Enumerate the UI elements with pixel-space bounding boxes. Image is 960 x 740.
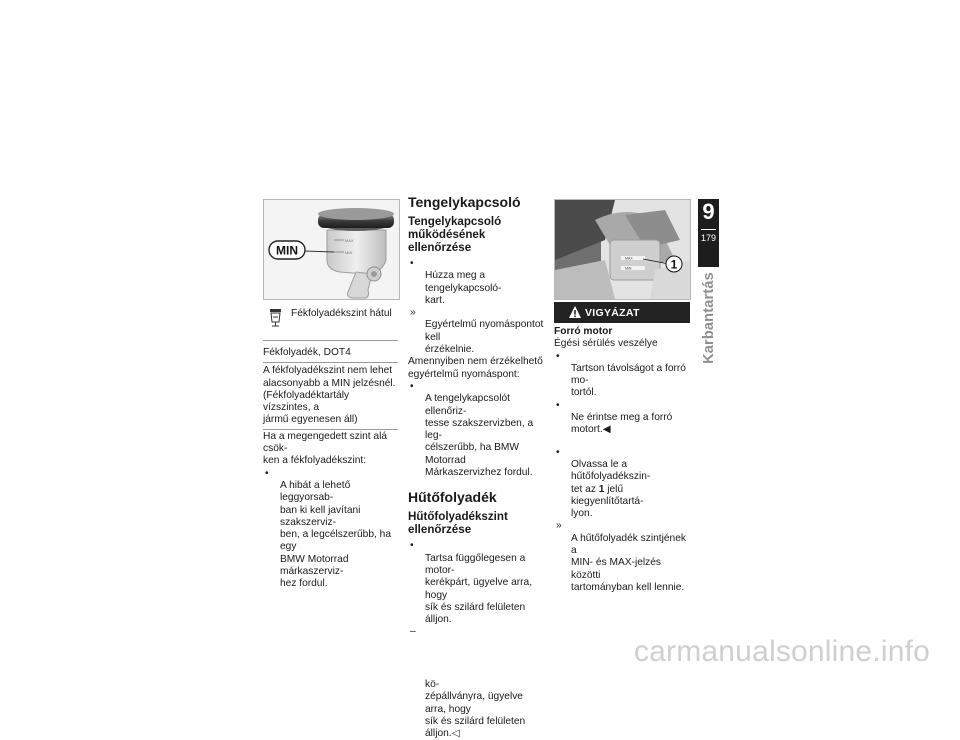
list-item bbox=[408, 258, 544, 307]
scale-mark-min: MIN bbox=[345, 250, 353, 255]
warning-banner bbox=[554, 302, 690, 323]
chapter-number: 9 bbox=[702, 199, 715, 224]
brake-reservoir-illustration bbox=[264, 200, 399, 299]
spec-level-note: A fékfolyadékszint nem lehet alacsonyabb a MIN jelzésnél. (Fékfolyadéktartály vízszintes, a jármű egyenesen áll) bbox=[263, 365, 396, 426]
result-symbol: » bbox=[556, 520, 562, 532]
list-item bbox=[408, 307, 544, 356]
coolant-step2-text: kö- zépállványra, ügyelve arra, hogy sík és szilárd felületen álljon. bbox=[425, 679, 526, 740]
watermark-strip bbox=[0, 632, 960, 679]
end-marker-outline: ◁ bbox=[451, 728, 460, 740]
coolant-read-number: 1 bbox=[598, 483, 605, 495]
spec-table bbox=[263, 300, 398, 591]
min-callout-label: MIN bbox=[276, 243, 298, 258]
list-item bbox=[554, 400, 690, 437]
brake-advice-text: A hibát a lehető leggyorsab- ban ki kell javítani szakszerviz- ben, a legcélszerűbb, ha egy BMW Motorrad márkaszerviz- hez fordul. bbox=[280, 479, 392, 590]
list-item bbox=[554, 520, 690, 594]
brake-reservoir-figure bbox=[263, 199, 400, 300]
callout-number: 1 bbox=[670, 257, 678, 272]
coolant-read-before: Olvassa le a hűtőfolyadékszin- tet az bbox=[571, 458, 651, 495]
bullet-symbol: • bbox=[410, 540, 414, 552]
list-item bbox=[263, 468, 398, 591]
clutch-heading: Tengelykapcsoló bbox=[408, 194, 521, 210]
warning-title: Forró motor bbox=[554, 326, 613, 337]
coolant-reservoir-photo bbox=[555, 200, 690, 299]
list-item bbox=[554, 351, 690, 400]
bullet-symbol: • bbox=[556, 446, 560, 458]
bullet-symbol: • bbox=[265, 467, 269, 479]
bullet-symbol: • bbox=[556, 399, 560, 411]
bullet-symbol: • bbox=[410, 380, 414, 392]
list-item bbox=[408, 381, 544, 479]
coolant-heading: Hűtőfolyadék bbox=[408, 489, 497, 506]
watermark-text: carmanualsonline.info bbox=[633, 635, 930, 668]
clutch-note-text: Amennyiben nem érzékelhető egyértelmű nyomáspont: bbox=[408, 356, 543, 380]
clutch-step-text: Húzza meg a tengelykapcsoló- kart. bbox=[425, 270, 502, 306]
end-marker-solid: ◀ bbox=[602, 424, 611, 436]
clutch-subheading: Tengelykapcsoló működésének ellenőrzése bbox=[408, 215, 502, 254]
spec-row-title bbox=[263, 300, 398, 341]
photo-mark-max: MAX bbox=[625, 256, 633, 261]
photo-mark-min: MIN bbox=[625, 266, 632, 271]
bullet-symbol: • bbox=[556, 350, 560, 362]
section-title: Karbantartás bbox=[701, 272, 717, 364]
coolant-subheading: Hűtőfolyadékszint ellenőrzése bbox=[408, 510, 508, 537]
column-warning-coolant bbox=[554, 326, 690, 594]
coolant-step1-text: Tartsa függőlegesen a motor- kerékpárt, ügyelve arra, hogy sík és szilárd felületen álljon. bbox=[425, 552, 533, 626]
clutch-result-text: Egyértelmű nyomáspontot kell érzékelnie. bbox=[425, 319, 544, 356]
spec-fluid-type: Fékfolyadék, DOT4 bbox=[263, 347, 351, 358]
spec-row-fluid bbox=[263, 341, 398, 363]
spec-title: Fékfolyadékszint hátul bbox=[291, 308, 392, 319]
warning-triangle-icon bbox=[568, 305, 582, 319]
warning-label: VIGYÁZAT bbox=[585, 307, 640, 319]
brake-fluid-reservoir-icon bbox=[268, 307, 283, 327]
brake-intro-text: Ha a megengedett szint alá csök- ken a fékfolyadékszint: bbox=[263, 430, 388, 467]
chapter-tab bbox=[698, 199, 719, 267]
list-item bbox=[554, 447, 690, 521]
section-title-vertical bbox=[699, 272, 719, 364]
list-item bbox=[408, 540, 544, 626]
spec-row-level bbox=[263, 363, 398, 429]
warning-subtitle: Égési sérülés veszélye bbox=[554, 338, 658, 350]
coolant-reservoir-figure bbox=[554, 199, 691, 300]
coolant-result-text: A hűtőfolyadék szintjének a MIN- és MAX-jelzés közötti tartományban kell lennie. bbox=[571, 532, 686, 593]
result-symbol: » bbox=[410, 307, 416, 319]
clutch-advice-text: A tengelykapcsolót ellenőriz- tesse szakszervizben, a leg- célszerűbb, ha BMW Motorrad Márkaszervizhez fordul. bbox=[425, 393, 534, 479]
warning-bullet-2: Ne érintse meg a forró motort. bbox=[571, 412, 673, 436]
warning-bullet-1: Tartson távolságot a forró mo- tortól. bbox=[571, 362, 686, 399]
chapter-tab-divider bbox=[701, 229, 716, 230]
coolant-read-after: jelű kiegyenlítőtartá- lyon. bbox=[571, 483, 644, 520]
bullet-symbol: • bbox=[410, 258, 414, 269]
scale-mark-max: MAX bbox=[345, 238, 354, 243]
page-number: 179 bbox=[700, 233, 717, 243]
